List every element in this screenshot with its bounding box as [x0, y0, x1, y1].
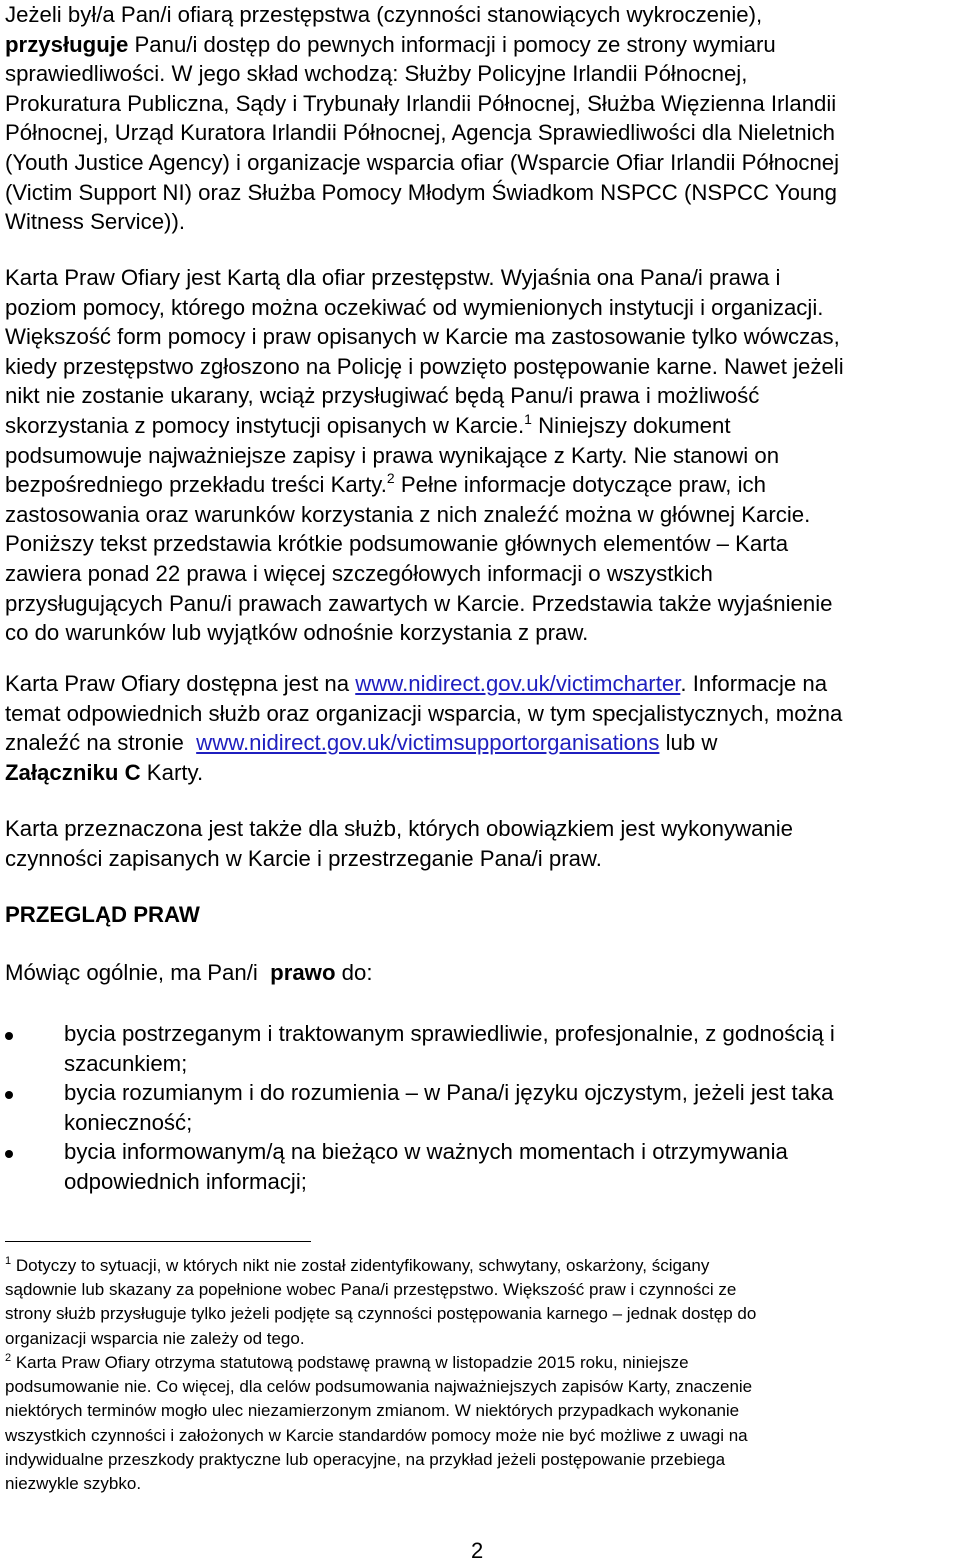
text-line — [5, 669, 842, 699]
list-item — [5, 1078, 835, 1137]
text-line: niezwykle szybko. — [5, 1474, 142, 1494]
text-line: niektórych terminów mogło ulec niezamierzonym zmianom. W niektórych przypadkach wykonanie — [5, 1401, 740, 1421]
text-line — [5, 1254, 756, 1278]
text-line: sprawiedliwości. W jego skład wchodzą: Służby Policyjne Irlandii Północnej, — [5, 61, 748, 87]
text-line: (Victim Support NI) oraz Służba Pomocy Młodym Świadkom NSPCC (NSPCC Young — [5, 179, 837, 205]
text-line: sądownie lub skazany za popełnione wobec Pana/i przestępstwo. Większość praw i czynności ze — [5, 1280, 737, 1300]
text-fragment: Dotyczy to sytuacji, w których nikt nie został zidentyfikowany, schwytany, oskarżony, ścigany — [11, 1256, 710, 1275]
text-fragment: Mówiąc ogólnie, ma Pan/i — [5, 960, 271, 985]
text-line: odpowiednich informacji; — [64, 1168, 307, 1194]
text-line: Poniższy tekst przedstawia krótkie podsumowanie głównych elementów – Karta — [5, 531, 789, 557]
text-line: zastosowania oraz warunków korzystania z nich znaleźć można w głównej Karcie. — [5, 501, 811, 527]
text-line: Jeżeli był/a Pan/i ofiarą przestępstwa (czynności stanowiących wykroczenie), — [5, 2, 763, 27]
text-line: bycia postrzeganym i traktowanym sprawiedliwie, profesjonalnie, z godnością i — [64, 1021, 835, 1046]
bold-text: Załączniku C — [5, 759, 141, 785]
text-line: strony służb przysługuje tylko jeżeli podjęte są czynności postępowania karnego – jednak dostęp do — [5, 1304, 757, 1324]
footnote-number: 2 — [5, 1352, 12, 1364]
text-fragment: Panu/i dostęp do pewnych informacji i pomocy ze strony wymiaru — [128, 31, 776, 57]
text-line: Północnej, Urząd Kuratora Irlandii Północnej, Agencja Sprawiedliwości dla Nieletnich — [5, 120, 836, 146]
links-paragraph — [5, 669, 842, 787]
bullet-icon — [5, 1091, 13, 1099]
text-fragment: Karta Praw Ofiary otrzyma statutową podstawę prawną w listopadzie 2015 roku, niniejsze — [11, 1353, 689, 1372]
text-line — [5, 1351, 752, 1375]
footnote-2 — [5, 1351, 752, 1496]
section-heading: PRZEGLĄD PRAW — [5, 902, 200, 927]
charter-description-paragraph — [5, 263, 844, 648]
text-fragment: Niniejszy dokument — [531, 412, 731, 438]
text-line — [5, 728, 842, 758]
text-line: zawiera ponad 22 prawa i więcej szczegółowych informacji o wszystkich — [5, 560, 713, 586]
text-line: podsumowanie nie. Co więcej, dla celów podsumowania najważniejszych zapisów Karty, znaczenie — [5, 1377, 753, 1397]
text-line: Karta Praw Ofiary jest Kartą dla ofiar przestępstw. Wyjaśnia ona Pana/i prawa i — [5, 265, 781, 290]
text-line — [5, 30, 839, 60]
text-fragment: Pełne informacje dotyczące praw, ich — [394, 472, 766, 498]
rights-intro — [5, 958, 373, 988]
page-number: 2 — [471, 1538, 484, 1563]
text-line: przysługujących Panu/i prawach zawartych w Karcie. Przedstawia także wyjaśnienie — [5, 590, 833, 616]
text-line: Karta przeznaczona jest także dla służb, których obowiązkiem jest wykonywanie — [5, 816, 794, 841]
victim-charter-link[interactable]: www.nidirect.gov.uk/victimcharter — [355, 671, 681, 696]
text-line: co do warunków lub wyjątków odnośnie korzystania z praw. — [5, 620, 589, 646]
text-line: konieczność; — [64, 1109, 193, 1135]
intro-paragraph — [5, 0, 839, 237]
text-fragment: bezpośredniego przekładu treści Karty. — [5, 472, 387, 498]
text-line: Większość form pomocy i praw opisanych w Karcie ma zastosowanie tylko wówczas, — [5, 324, 840, 350]
list-item — [5, 1137, 835, 1196]
text-line: szacunkiem; — [64, 1050, 188, 1076]
text-line: bycia informowanym/ą na bieżąco w ważnych momentach i otrzymywania — [64, 1139, 788, 1165]
text-line: temat odpowiednich służb oraz organizacji wsparcia, w tym specjalistycznych, można — [5, 700, 843, 726]
bullet-icon — [5, 1150, 13, 1158]
text-line: organizacji wsparcia nie zależy od tego. — [5, 1328, 305, 1348]
text-line: bycia rozumianym i do rozumienia – w Pana/i języku ojczystym, jeżeli jest taka — [64, 1080, 834, 1106]
bold-text: prawo — [270, 960, 336, 985]
text-line: nikt nie zostanie ukarany, wciąż przysługiwać będą Panu/i prawa i możliwość — [5, 383, 760, 409]
text-fragment: . Informacje na — [680, 671, 828, 696]
text-line — [5, 758, 842, 788]
text-line: indywidualne przeszkody praktyczne lub operacyjne, na przykład jeżeli postępowanie przebiega — [5, 1449, 726, 1469]
services-paragraph — [5, 814, 793, 873]
footnote-ref-1[interactable]: 1 — [524, 410, 532, 427]
text-line: (Youth Justice Agency) i organizacje wsparcia ofiar (Wsparcie Ofiar Irlandii Północnej — [5, 149, 840, 175]
text-line — [5, 470, 844, 500]
text-fragment: lub w — [659, 730, 718, 756]
text-fragment: do: — [335, 960, 373, 985]
bold-text: przysługuje — [5, 31, 129, 57]
text-fragment: skorzystania z pomocy instytucji opisanych w Karcie. — [5, 412, 525, 438]
bullet-icon — [5, 1032, 13, 1040]
text-fragment: Karty. — [140, 759, 204, 785]
text-line: wszystkich czynności i założonych w Karcie standardów pomocy może nie być możliwe z uwagi na — [5, 1425, 748, 1445]
footnote-ref-2[interactable]: 2 — [386, 470, 395, 487]
text-line: podsumowuje najważniejsze zapisy i prawa wynikające z Karty. Nie stanowi on — [5, 442, 780, 468]
text-line — [5, 411, 844, 441]
rights-list — [5, 1019, 835, 1197]
text-fragment: Karta Praw Ofiary dostępna jest na — [5, 671, 356, 696]
text-line: poziom pomocy, którego można oczekiwać od wymienionych instytucji i organizacji. — [5, 294, 824, 320]
footnote-separator — [5, 1241, 311, 1242]
text-line: kiedy przestępstwo zgłoszono na Policję i powzięto postępowanie karne. Nawet jeżeli — [5, 353, 844, 379]
support-organisations-link[interactable]: www.nidirect.gov.uk/victimsupportorganisations — [196, 730, 660, 756]
list-item — [5, 1019, 835, 1078]
footnote-1 — [5, 1254, 756, 1351]
footnote-number: 1 — [5, 1255, 12, 1267]
text-line: czynności zapisanych w Karcie i przestrzeganie Pana/i praw. — [5, 845, 602, 871]
text-fragment: znaleźć na stronie — [5, 730, 197, 756]
text-line: Witness Service)). — [5, 209, 185, 235]
text-line: Prokuratura Publiczna, Sądy i Trybunały Irlandii Północnej, Służba Więzienna Irlandii — [5, 90, 837, 116]
